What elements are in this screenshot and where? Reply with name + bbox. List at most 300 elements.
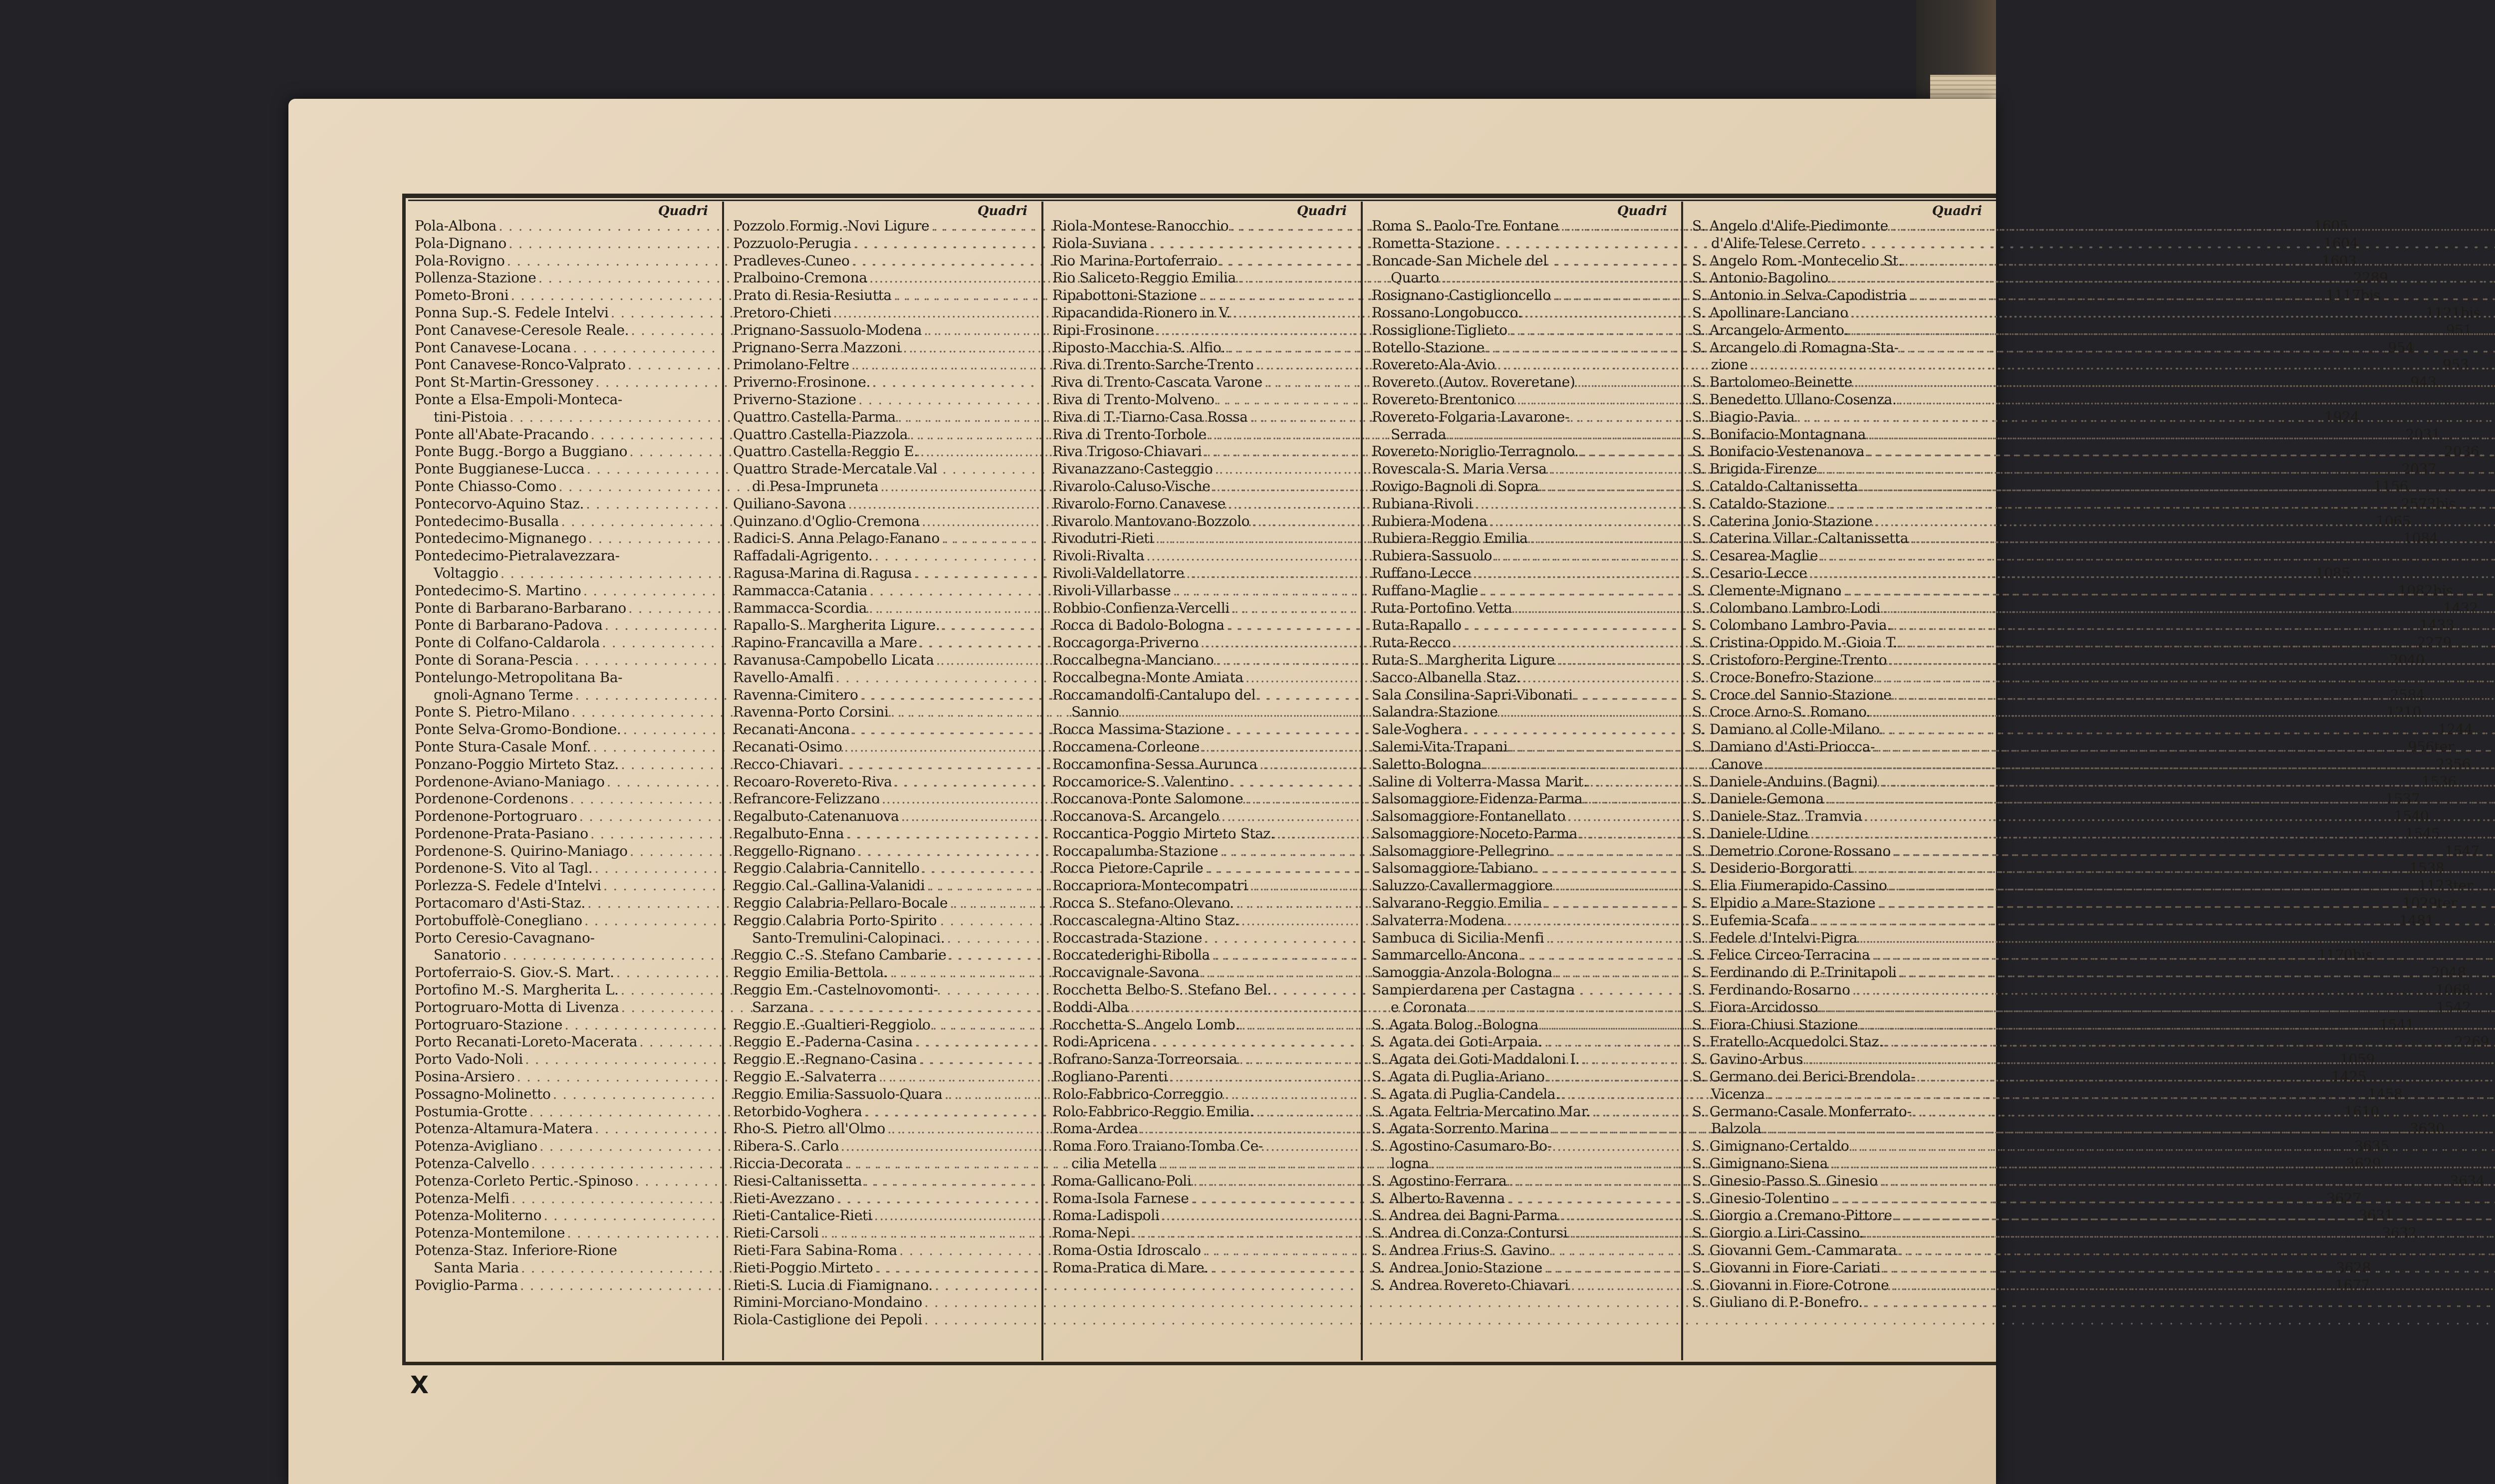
route-name: Rubiera-Modena	[1372, 512, 1488, 529]
index-row	[733, 617, 1037, 634]
table-number: 943	[2410, 374, 2437, 391]
route-name: Ravenna-Cimitero	[733, 686, 858, 703]
index-row	[733, 1138, 1037, 1155]
index-row	[1692, 374, 1992, 391]
route-name: Rofrano-Sanza-Torreorsaia	[1052, 1051, 1238, 1068]
route-name: S. Cristoforo-Pergine-Trento	[1692, 651, 1887, 668]
leader-dots	[1820, 547, 2495, 565]
route-name: Salvarano-Reggio Emilia	[1372, 895, 1542, 912]
route-name: Pontedecimo-Pietralavezzara-	[415, 547, 620, 564]
index-row	[1372, 825, 1677, 843]
route-name: S. Gimignano-Certaldo	[1692, 1138, 1849, 1155]
route-name: Sanatorio	[434, 947, 501, 964]
route-name: Portogruaro-Stazione	[415, 1016, 563, 1033]
route-name: Roma Foro Traiano-Tomba Ce-	[1052, 1138, 1263, 1155]
route-name: Riva Trigoso-Chiavari	[1052, 443, 1202, 460]
index-row	[1052, 739, 1357, 756]
index-row	[1692, 582, 1992, 600]
table-number: 1210	[2386, 704, 2422, 721]
leader-dots	[1764, 756, 2495, 773]
index-row	[1372, 1207, 1677, 1225]
route-name: Ponzano-Poggio Mirteto Staz.	[415, 755, 619, 772]
table-number: 2573bis	[2401, 495, 2456, 512]
index-row	[733, 739, 1037, 756]
route-name: Reggio E.-Paderna-Casina	[733, 1033, 913, 1050]
index-column-2	[722, 202, 1041, 1360]
route-name: S. Cesario-Lecce	[1692, 564, 1807, 581]
route-name: Rivanazzano-Casteggio	[1052, 461, 1213, 478]
index-row	[1692, 773, 1992, 791]
index-row	[1372, 547, 1677, 565]
index-row	[1372, 426, 1677, 444]
table-number: 3627	[2326, 1190, 2361, 1207]
index-row	[1692, 443, 1992, 461]
index-row	[1372, 356, 1677, 374]
route-name: Sambuca di Sicilia-Menfi	[1372, 929, 1544, 946]
route-name: Rammacca-Scordia	[733, 599, 867, 616]
index-row	[1692, 1103, 1992, 1121]
route-name: Priverno-Frosinone.	[733, 374, 871, 391]
table-number: 1603	[2321, 252, 2357, 269]
index-row	[415, 930, 718, 947]
route-name: Reggio Calabria Porto-Spirito	[733, 912, 937, 929]
table-number: 3635	[2354, 1138, 2389, 1155]
table-number: 1084	[2403, 530, 2438, 547]
route-name: Rodi-Apricena	[1052, 1033, 1151, 1050]
route-name: S. Cristina-Oppido M.-Gioia T.	[1692, 634, 1898, 651]
index-row	[733, 895, 1037, 912]
route-name: Rimini-Morciano-Mondaino	[733, 1294, 923, 1311]
route-name: Pontedecimo-S. Martino	[415, 582, 581, 599]
route-name: S. Cataldo-Caltanissetta	[1692, 478, 1858, 495]
index-row	[733, 339, 1037, 357]
route-name: zione	[1711, 356, 1748, 373]
index-row	[1692, 565, 1992, 582]
index-row	[733, 1225, 1037, 1242]
index-row	[1052, 1068, 1357, 1086]
index-row	[733, 947, 1037, 964]
index-row	[733, 982, 1037, 999]
route-name: Roccamonfina-Sessa Aurunca	[1052, 755, 1257, 772]
leader-dots	[1859, 930, 2495, 947]
index-row	[1372, 287, 1677, 304]
index-row	[1052, 1173, 1357, 1190]
index-row	[1052, 704, 1357, 721]
leader-dots	[1826, 790, 2495, 808]
route-name: Rieti-Carsoli	[733, 1225, 819, 1241]
index-row	[1052, 1242, 1357, 1259]
index-row	[1052, 478, 1357, 495]
route-name: S. Giovanni Gem.-Cammarata	[1692, 1242, 1897, 1259]
route-name: Roccastrada-Stazione	[1052, 929, 1203, 946]
route-name: S. Fiora-Arcidosso	[1692, 998, 1818, 1015]
index-row	[1372, 1225, 1677, 1242]
table-number: 1610	[2344, 1103, 2379, 1120]
index-row	[1372, 1051, 1677, 1068]
route-name: Pordenone-Cordenons	[415, 790, 568, 807]
route-name: S. Daniele-Udine	[1692, 825, 1808, 842]
leader-dots	[1885, 1033, 2495, 1051]
index-row	[1372, 808, 1677, 825]
route-name: Ruffano-Maglie	[1372, 582, 1479, 599]
index-row	[1692, 530, 1992, 547]
route-name: Sala Consilina-Sapri-Vibonati	[1372, 686, 1573, 703]
index-row	[1692, 843, 1992, 860]
route-name: S. Andrea Jonio-Stazione	[1372, 1259, 1542, 1276]
route-name: Roccalbegna-Manciano	[1052, 651, 1214, 668]
route-name: S. Arcangelo di Romagna-Sta-	[1692, 339, 1899, 356]
table-number: 1545	[2405, 825, 2440, 842]
route-name: S. Daniele-Gemona	[1692, 790, 1824, 807]
index-row	[733, 1051, 1037, 1068]
leader-dots	[1866, 443, 2495, 461]
route-name: Riva di Trento-Cascata Varone	[1052, 374, 1262, 391]
leader-dots	[1880, 1173, 2495, 1190]
route-name: Rosignano-Castiglioncello	[1372, 287, 1551, 304]
index-row	[733, 790, 1037, 808]
route-name: Rovereto-Noriglio-Terragnolo.	[1372, 443, 1579, 460]
index-row	[1052, 322, 1357, 339]
leader-dots	[1868, 426, 2495, 444]
route-name: Quarto	[1391, 269, 1439, 286]
route-name: Salandra-Stazione	[1372, 704, 1498, 721]
route-name: di Pesa-Impruneta	[752, 478, 879, 495]
route-name: Riva di Trento-Torbole	[1052, 426, 1207, 443]
route-name: S. Germano-Casale Monferrato-	[1692, 1103, 1912, 1120]
index-row	[1052, 426, 1357, 444]
leader-dots	[1899, 1242, 2495, 1259]
leader-dots	[1880, 773, 2495, 791]
index-row	[1372, 322, 1677, 339]
index-row	[1052, 669, 1357, 687]
index-row	[1372, 374, 1677, 391]
route-name: S. Andrea Rovereto-Chiavari	[1372, 1276, 1569, 1293]
route-name: Roccanova-S. Arcangelo	[1052, 808, 1220, 825]
index-row	[1052, 1225, 1357, 1242]
route-name: Porto Ceresio-Cavagnano-	[415, 929, 595, 946]
route-name: Rocca Massima-Stazione	[1052, 721, 1225, 738]
route-name: Saluzzo-Cavallermaggiore	[1372, 877, 1553, 894]
route-name: Porto Vado-Noli	[415, 1051, 523, 1068]
leader-dots	[1830, 1155, 2495, 1173]
route-name: S. Andrea di Conza-Contursi	[1372, 1225, 1568, 1241]
table-number: 1123ter	[2418, 877, 2473, 894]
route-name: S. Giovanni in Fiore-Cariati	[1692, 1259, 1881, 1276]
route-name: Ponte S. Pietro-Milano	[415, 704, 569, 721]
index-row	[1372, 617, 1677, 634]
route-name: Rieti-S. Lucia di Fiamignano.	[733, 1276, 933, 1293]
route-name: S. Agostino-Casumaro-Bo-	[1372, 1138, 1552, 1155]
table-number: 953	[2442, 356, 2469, 373]
route-name: Reggio Emilia-Sassuolo-Quara	[733, 1085, 943, 1102]
route-name: Riva di Trento-Molveno	[1052, 391, 1215, 408]
index-row	[1692, 999, 1992, 1016]
index-row	[733, 1259, 1037, 1277]
table-number: 1244	[2438, 721, 2473, 738]
route-name: Regalbuto-Enna	[733, 825, 844, 842]
route-name: S. Angelo Rom.-Montecelio St.	[1692, 252, 1903, 269]
route-name: Reggio E.-Salvaterra	[733, 1068, 877, 1085]
route-name: Rubiana-Rivoli	[1372, 495, 1473, 512]
leader-dots	[1882, 721, 2495, 739]
route-name: Reggio Em.-Castelnovomonti-	[733, 982, 938, 998]
index-row	[1692, 235, 1992, 252]
route-name: Poviglio-Parma	[415, 1276, 518, 1293]
leader-dots	[1809, 565, 2495, 582]
route-name: Salsomaggiore-Pellegrino	[1372, 842, 1549, 859]
route-name: Prato di Resia-Resiutta	[733, 287, 892, 304]
index-row	[1052, 565, 1357, 582]
route-name: S. Croce del Sannio-Stazione	[1692, 686, 1892, 703]
index-row	[1372, 582, 1677, 600]
route-name: Sacco-Albanella Staz.	[1372, 669, 1520, 686]
table-number: 1538	[2409, 860, 2445, 877]
index-row	[1692, 790, 1992, 808]
route-name: Ponte all'Abate-Pracando	[415, 426, 589, 443]
index-row	[1692, 391, 1992, 409]
route-name: S. Bonifacio-Montagnana	[1692, 426, 1866, 443]
route-name: Roccamorice-S. Valentino	[1052, 773, 1229, 790]
index-row	[733, 374, 1037, 391]
index-row	[1052, 617, 1357, 634]
leader-dots	[1866, 1225, 2495, 1242]
index-row	[1372, 1103, 1677, 1121]
route-name: S. Caterina Villar.-Caltanissetta	[1692, 530, 1909, 547]
index-row	[1052, 912, 1357, 930]
route-name: Roma-Gallicano-Poli	[1052, 1172, 1192, 1189]
route-name: cilia Metella	[1071, 1155, 1157, 1172]
index-row	[733, 1242, 1037, 1259]
route-name: S. Ferdinando di P.-Trinitapoli	[1692, 964, 1897, 981]
route-name: Rogliano-Parenti	[1052, 1068, 1168, 1085]
index-row	[1052, 808, 1357, 825]
table-number: 951	[2446, 321, 2472, 338]
route-name: S. Gavino-Arbus	[1692, 1051, 1803, 1068]
table-number: 1677	[2335, 1276, 2370, 1293]
route-name: Quattro Strade-Mercatale Val	[733, 461, 938, 478]
index-row	[1372, 790, 1677, 808]
route-name: Recco-Chiavari	[733, 755, 838, 772]
index-row	[733, 999, 1037, 1016]
route-name: Priverno-Stazione	[733, 391, 856, 408]
index-row	[1052, 1033, 1357, 1051]
route-name: S. Agata Feltria-Mercatino Mar.	[1372, 1103, 1591, 1120]
route-name: Rolo-Fabbrico-Correggio	[1052, 1085, 1223, 1102]
column-header: Quadri	[1617, 204, 1667, 219]
route-name: Ponte Chiasso-Como	[415, 478, 556, 495]
route-name: Portofino M.-S. Margherita L.	[415, 982, 619, 998]
index-row	[1372, 895, 1677, 912]
index-row	[1372, 860, 1677, 877]
route-name: Ruta-S. Margherita Ligure	[1372, 651, 1555, 668]
route-name: Recoaro-Rovereto-Riva	[733, 773, 892, 790]
route-name: Reggio E.-Gualtieri-Reggiolo	[733, 1016, 931, 1033]
index-row	[1692, 547, 1992, 565]
index-row	[1372, 964, 1677, 982]
route-name: Rivoli-Valdellatorre	[1052, 564, 1184, 581]
route-name: S. Bartolomeo-Beinette	[1692, 374, 1852, 391]
route-name: Pola-Albona	[415, 218, 497, 234]
index-row	[1052, 1259, 1357, 1277]
route-name: S. Bonifacio-Vestenanova	[1692, 443, 1865, 460]
route-name: gnoli-Agnano Terme	[434, 686, 573, 703]
route-name: Porto Recanati-Loreto-Macerata	[415, 1033, 637, 1050]
route-name: Pollenza-Stazione	[415, 269, 536, 286]
column-header: Quadri	[1932, 204, 1982, 219]
index-row	[733, 1086, 1037, 1103]
route-name: Sannio	[1071, 704, 1119, 721]
route-name: Salvaterra-Modena	[1372, 912, 1505, 929]
index-row	[1372, 773, 1677, 791]
route-name: Riola-Montese-Ranocchio	[1052, 218, 1229, 234]
leader-dots	[1852, 982, 2495, 999]
index-row	[1372, 235, 1677, 252]
index-row	[1692, 1120, 1992, 1138]
page-marker: X	[410, 1371, 429, 1399]
route-name: Roccantica-Poggio Mirteto Staz.	[1052, 825, 1275, 842]
index-row	[1372, 1086, 1677, 1103]
leader-dots	[1831, 1190, 2495, 1208]
route-name: S. Clemente-Mignano	[1692, 582, 1841, 599]
index-row	[1692, 721, 1992, 739]
index-table-header-rule	[408, 200, 1996, 201]
leader-dots	[1889, 652, 2495, 669]
index-row	[1052, 1155, 1357, 1173]
route-name: Ripacandida-Rionero in V.	[1052, 304, 1231, 321]
index-row	[1692, 669, 1992, 687]
index-row	[1052, 1103, 1357, 1121]
index-row	[1372, 252, 1677, 270]
index-row	[1692, 1086, 1992, 1103]
index-row	[1692, 947, 1992, 964]
route-name: Roccagorga-Priverno	[1052, 634, 1199, 651]
route-name: Ruta-Rapallo	[1372, 617, 1462, 634]
index-row	[1692, 218, 1992, 235]
route-name: Ponte Buggianese-Lucca	[415, 461, 585, 478]
route-name: S. Brigida-Firenze	[1692, 461, 1817, 478]
table-number: 1085	[2315, 564, 2350, 581]
table-number: 1542	[2436, 998, 2471, 1015]
route-name: S. Daniele-Anduins (Bagni)	[1692, 773, 1878, 790]
index-row	[1692, 1068, 1992, 1086]
index-row	[1372, 443, 1677, 461]
route-name: S. Ginesio-Tolentino	[1692, 1190, 1829, 1207]
table-number: 2036	[2444, 443, 2480, 460]
leader-dots	[1898, 391, 2495, 409]
leader-dots	[1882, 1259, 2495, 1277]
index-row	[1372, 1242, 1677, 1259]
route-name: S. Cesarea-Maglie	[1692, 547, 1818, 564]
index-row	[733, 756, 1037, 773]
table-number: 1121bis	[2426, 304, 2481, 321]
index-row	[1052, 843, 1357, 860]
route-name: logna	[1391, 1155, 1429, 1172]
index-row	[733, 877, 1037, 895]
leader-dots	[1854, 374, 2495, 391]
route-name: Saline di Volterra-Massa Marit.	[1372, 773, 1588, 790]
route-name: Recanati-Osimo	[733, 738, 842, 755]
leader-dots	[1876, 669, 2495, 687]
index-row	[733, 1033, 1037, 1051]
route-name: Riva di Trento-Sarche-Trento	[1052, 356, 1254, 373]
route-name: Saletto-Bologna	[1372, 755, 1482, 772]
index-row	[1052, 582, 1357, 600]
route-name: S. Caterina Jonio-Stazione	[1692, 512, 1873, 529]
route-name: S. Agata dei Goti-Maddaloni I.	[1372, 1051, 1580, 1068]
table-number: 1605	[2313, 218, 2349, 234]
index-row	[733, 252, 1037, 270]
index-row	[733, 409, 1037, 426]
index-row	[733, 1311, 1037, 1329]
index-row	[1372, 843, 1677, 860]
route-name: S. Desiderio-Borgoratti	[1692, 860, 1852, 877]
route-name: Riesi-Caltanissetta	[733, 1172, 862, 1189]
route-name: Balzola	[1711, 1120, 1761, 1137]
index-column-5	[1681, 202, 1996, 1360]
route-name: Rubiera-Reggio Emilia	[1372, 530, 1528, 547]
route-name: Postumia-Grotte	[415, 1103, 527, 1120]
index-row	[1692, 877, 1992, 895]
route-name: Pontedecimo-Mignanego	[415, 530, 586, 547]
route-name: Ragusa-Marina di Ragusa	[733, 564, 912, 581]
table-number: 1082bis	[2398, 582, 2453, 599]
index-column-4	[1361, 202, 1681, 1360]
table-number: 1156	[2373, 478, 2409, 495]
route-name: Portobuffolè-Conegliano	[415, 912, 582, 929]
index-row	[733, 426, 1037, 444]
index-row	[1692, 513, 1992, 530]
index-row	[1052, 374, 1357, 391]
index-row	[733, 1103, 1037, 1121]
route-name: Rovereto-Ala-Avio	[1372, 356, 1496, 373]
route-name: S. Daniele-Staz. Tramvia	[1692, 808, 1862, 825]
column-header: Quadri	[1296, 204, 1347, 219]
table-number: 1433	[2419, 617, 2455, 634]
route-name: S. Felice Circeo-Terracina	[1692, 947, 1870, 964]
route-name: Pola-Rovigno	[415, 252, 505, 269]
table-number: 1065	[2376, 512, 2411, 529]
index-row	[1372, 930, 1677, 947]
table-number: 2048	[2431, 964, 2466, 981]
route-name: e Coronata	[1391, 998, 1467, 1015]
index-row	[415, 1242, 718, 1259]
route-name: Rieti-Fara Sabina-Roma	[733, 1242, 897, 1259]
route-name: Roccanova-Ponte Salomone	[1052, 790, 1244, 807]
leader-dots	[1893, 617, 2495, 634]
route-name: Porlezza-S. Fedele d'Intelvi	[415, 877, 601, 894]
index-row	[1052, 895, 1357, 912]
leader-dots	[1862, 235, 2495, 252]
index-row	[733, 287, 1037, 304]
table-number: 1604	[2323, 235, 2358, 251]
leader-dots	[1860, 478, 2495, 495]
index-row	[1692, 1033, 1992, 1051]
index-row	[733, 513, 1037, 530]
route-name: Rovereto (Autov. Roveretane)	[1372, 374, 1575, 391]
index-row	[733, 391, 1037, 409]
route-name: Regalbuto-Catenanuova	[733, 808, 899, 825]
index-row	[1052, 721, 1357, 739]
table-number: 2289	[2353, 269, 2388, 286]
route-name: Rocchetta-S. Angelo Lomb.	[1052, 1016, 1240, 1033]
route-name: Pordenone-Prata-Pasiano	[415, 825, 588, 842]
route-name: Roma-Ladispoli	[1052, 1207, 1160, 1224]
table-number: 1537	[2385, 790, 2420, 807]
route-name: Primolano-Feltre	[733, 356, 849, 373]
route-name: S. Fratello-Acquedolci Staz.	[1692, 1033, 1883, 1050]
index-row	[733, 721, 1037, 739]
table-number: 1425	[2331, 1068, 2367, 1085]
